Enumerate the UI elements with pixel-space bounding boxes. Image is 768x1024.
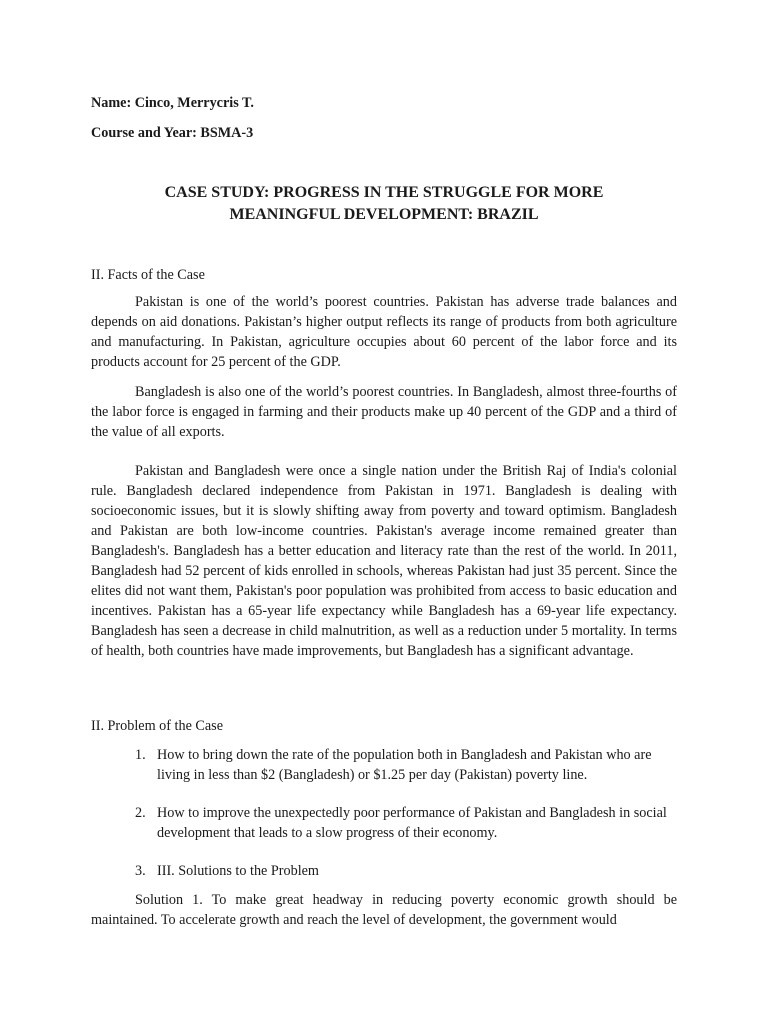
problem-item-1: [135, 745, 677, 785]
solution-paragraph-1: Solution 1. To make great headway in reducing poverty economic growth should be maintained. To accelerate growth and reach the level of development, the government would: [91, 892, 677, 928]
course-label: Course and Year:: [91, 125, 197, 141]
problem-item-3: [135, 861, 677, 881]
list-number: 1.: [135, 747, 146, 763]
facts-heading: II. Facts of the Case: [91, 267, 205, 283]
name-value: Cinco, Merrycris T.: [134, 95, 254, 111]
problem-heading: II. Problem of the Case: [91, 718, 223, 734]
title-line-1: CASE STUDY: PROGRESS IN THE STRUGGLE FOR MORE: [164, 184, 604, 201]
problem-item-2: [135, 803, 677, 843]
list-item-text: How to bring down the rate of the population both in Bangladesh and Pakistan who are living in less than $2 (Bangladesh) or $1.25 per day (Pakistan) poverty line.: [157, 747, 652, 783]
list-number: 2.: [135, 805, 146, 821]
student-name-line: [91, 94, 254, 112]
solutions-heading: III. Solutions to the Problem: [157, 863, 319, 879]
list-number: 3.: [135, 863, 146, 879]
course-value: BSMA-3: [200, 125, 254, 141]
list-item-text: How to improve the unexpectedly poor performance of Pakistan and Bangladesh in social development that leads to a slow progress of their economy.: [157, 805, 667, 841]
course-year-line: [91, 124, 253, 142]
facts-paragraph-3: Pakistan and Bangladesh were once a single nation under the British Raj of India's colonial rule. Bangladesh declared independence from Pakistan in 1971. Bangladesh is dealing with socioeconomic issues, but it is slowly shifting away from poverty and toward optimism. Bangladesh and Pakistan are both low-income countries. Pakistan's average income remained greater than Bangladesh's. Bangladesh has a better education and literacy rate than the rest of the world. In 2011, Bangladesh had 52 percent of kids enrolled in schools, whereas Pakistan had just 35 percent. Since the elites did not want them, Pakistan's poor population was prohibited from access to basic education and incentives. Pakistan has a 65-year life expectancy while Bangladesh has a 69-year life expectancy. Bangladesh has seen a decrease in child malnutrition, as well as a reduction under 5 mortality. In terms of health, both countries have made improvements, but Bangladesh has a significant advantage.: [91, 463, 677, 659]
facts-paragraph-1: Pakistan is one of the world’s poorest countries. Pakistan has adverse trade balances and depends on aid donations. Pakistan’s higher output reflects its range of products from both agriculture and manufacturing. In Pakistan, agriculture occupies about 60 percent of the labor force and its products account for 25 percent of the GDP.: [91, 294, 677, 370]
title-line-2: MEANINGFUL DEVELOPMENT: BRAZIL: [229, 206, 539, 223]
name-label: Name:: [91, 95, 132, 111]
facts-paragraph-2: Bangladesh is also one of the world’s poorest countries. In Bangladesh, almost three-fourths of the labor force is engaged in farming and their products make up 40 percent of the GDP and a third of the value of all exports.: [91, 384, 677, 440]
document-title: [80, 182, 688, 226]
